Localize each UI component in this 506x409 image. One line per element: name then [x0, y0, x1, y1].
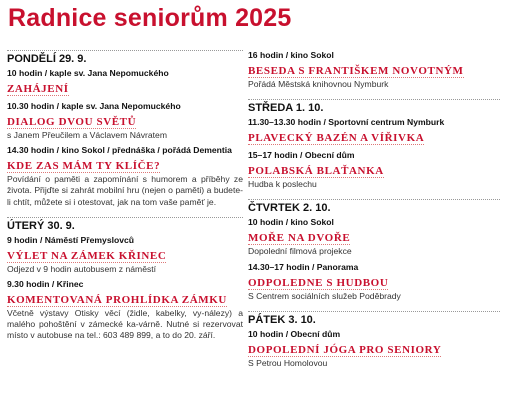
- event-desc: S Centrem sociálních služeb Poděbrady: [248, 290, 401, 301]
- event-name: BESEDA S FRANTIŠKEM NOVOTNÝM: [248, 65, 464, 77]
- event-name: ZAHÁJENÍ: [7, 83, 69, 95]
- day-block-thursday: [248, 199, 500, 301]
- event-desc: s Janem Přeučilem a Václavem Návratem: [7, 130, 167, 140]
- event-name: PLAVECKÝ BAZÉN A VÍŘIVKA: [248, 132, 425, 145]
- event-desc: Včetně výstavy Otisky věcí (židle, kabelky, vy-nálezy) a malého pohoštění v zámecké ka-várně. Nutné si rezervovat místo v autobuse na tel.: 603 489 899, a to do 20. září.: [7, 308, 243, 341]
- day-block-wednesday: [248, 99, 500, 190]
- event-meta: 15–17 hodin / Obecní dům: [248, 150, 355, 161]
- event: [248, 150, 500, 190]
- event-meta: 14.30–17 hodin / Panorama: [248, 261, 359, 272]
- day-heading: PONDĚLÍ 29. 9.: [7, 50, 243, 66]
- event-desc: Odjezd v 9 hodin autobusem z náměstí: [7, 263, 157, 274]
- event-desc: Povídání o paměti a zapomínání s humorem a příběhy ze života. Přijďte si zahrát mobilní hru (nejen o paměti) a budete-li chtít, můžete si i otestovat, jak na tom vaše paměť je.: [7, 174, 243, 207]
- event: [7, 235, 243, 275]
- event-desc: Dopolední filmová projekce: [248, 246, 352, 257]
- event-meta: 11.30–13.30 hodin / Sportovní centrum Nymburk: [248, 117, 445, 128]
- event: [7, 279, 243, 342]
- event-desc: Hudba k poslechu: [248, 179, 317, 190]
- event-name: VÝLET NA ZÁMEK KŘINEC: [7, 249, 167, 262]
- day-heading: ÚTERÝ 30. 9.: [7, 217, 243, 233]
- day-heading: STŘEDA 1. 10.: [248, 99, 500, 115]
- day-block-friday: [248, 311, 500, 369]
- day-heading: ČTVRTEK 2. 10.: [248, 199, 500, 215]
- event: [7, 145, 243, 208]
- event-desc: Pořádá Městská knihovnou Nymburk: [248, 79, 389, 89]
- page-title: Radnice seniorům 2025: [8, 4, 292, 32]
- event-desc: S Petrou Homolovou: [248, 357, 328, 368]
- event-name: POLABSKÁ BLAŤANKA: [248, 165, 384, 178]
- event-name: KOMENTOVANÁ PROHLÍDKA ZÁMKU: [7, 294, 227, 307]
- event-meta: 10 hodin / kino Sokol: [248, 217, 334, 228]
- day-block-tuesday: [7, 217, 243, 342]
- event-name: DIALOG DVOU SVĚTŮ: [7, 116, 137, 128]
- event-name: MOŘE NA DVOŘE: [248, 232, 351, 245]
- event: [7, 101, 243, 141]
- right-column: [248, 50, 500, 378]
- event-meta: 14.30 hodin / kino Sokol / přednáška / pořádá Dementia: [7, 145, 232, 156]
- event-meta: 16 hodin / kino Sokol: [248, 50, 334, 60]
- event: [248, 262, 500, 302]
- event-meta: 10 hodin / kaple sv. Jana Nepomuckého: [7, 68, 169, 78]
- event-meta: 10 hodin / Obecní dům: [248, 328, 341, 339]
- event: [248, 117, 500, 146]
- event: [248, 50, 500, 90]
- event-meta: 9.30 hodin / Křinec: [7, 279, 84, 290]
- event-meta: 9 hodin / Náměstí Přemyslovců: [7, 234, 135, 245]
- event-name: ODPOLEDNE S HUDBOU: [248, 276, 389, 289]
- event: [248, 329, 500, 369]
- event-meta: 10.30 hodin / kaple sv. Jana Nepomuckého: [7, 101, 181, 111]
- day-block-monday-cont: [248, 50, 500, 90]
- day-heading: PÁTEK 3. 10.: [248, 311, 500, 327]
- left-column: [7, 50, 243, 351]
- day-block-monday: [7, 50, 243, 208]
- event-name: KDE ZAS MÁM TY KLÍČE?: [7, 160, 161, 173]
- event: [7, 68, 243, 97]
- event: [248, 217, 500, 257]
- event-name: DOPOLEDNÍ JÓGA PRO SENIORY: [248, 343, 442, 356]
